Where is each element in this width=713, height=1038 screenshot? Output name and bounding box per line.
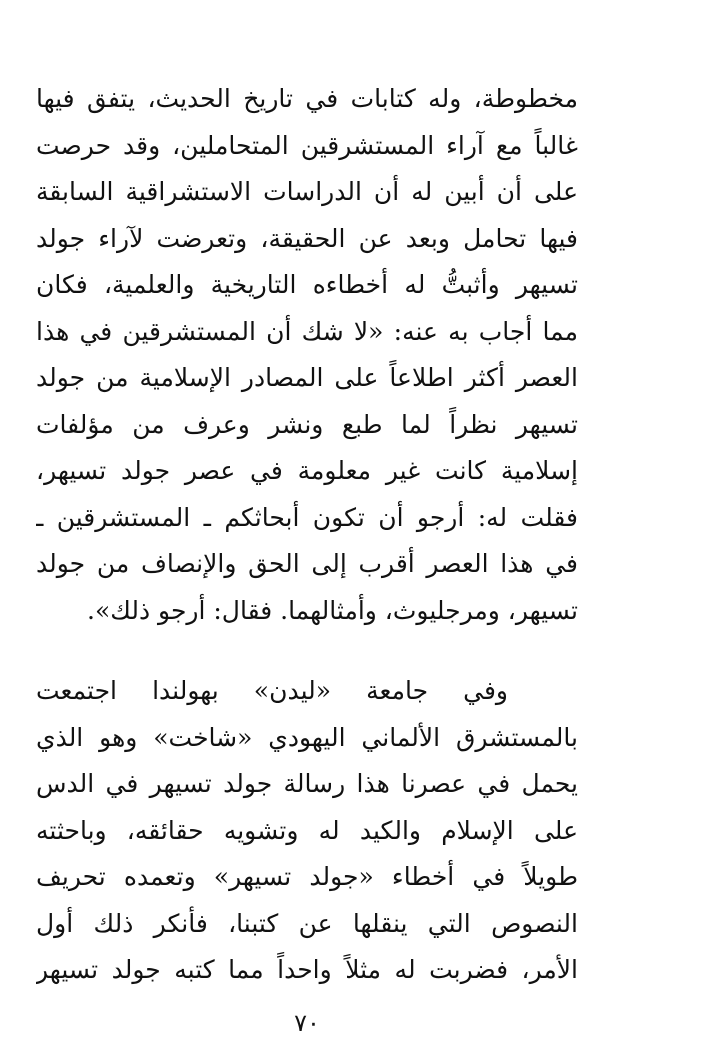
text-line: تسيهر، ومرجليوث، وأمثالهما. فقال: أرجو ذلك». (87, 595, 578, 625)
text-line: النصوص التي ينقلها عن كتبنا، فأنكر ذلك أول (36, 908, 578, 938)
text-line: يحمل في عصرنا هذا رسالة جولد تسيهر في الدس (36, 769, 578, 798)
paragraph-2 (36, 668, 578, 994)
page-number: ٧٠ (294, 1009, 320, 1037)
text-line: بالمستشرق الألماني اليهودي «شاخت» وهو الذي (36, 722, 578, 752)
text-line: إسلامية كانت غير معلومة في عصر جولد تسيهر، (36, 456, 578, 485)
text-line: مما أجاب به عنه: «لا شك أن المستشرقين في هذا (36, 316, 578, 346)
paragraph-1 (36, 76, 578, 634)
text-line: فقلت له: أرجو أن تكون أبحاثكم ـ المستشرقين ـ (36, 502, 578, 532)
text-line: طويلاً في أخطاء «جولد تسيهر» وتعمده تحريف (36, 862, 578, 891)
text-line-indented: وفي جامعة «ليدن» بهولندا اجتمعت (36, 676, 508, 705)
book-page (36, 0, 578, 1036)
text-line: غالباً مع آراء المستشرقين المتحاملين، وقد حرصت (36, 130, 578, 160)
text-line: في هذا العصر أقرب إلى الحق والإنصاف من جولد (36, 549, 578, 578)
text-line: العصر أكثر اطلاعاً على المصادر الإسلامية من جولد (36, 363, 578, 392)
text-line: تسيهر وأثبتُّ له أخطاءه التاريخية والعلمية، فكان (36, 270, 578, 299)
text-line: على الإسلام والكيد له وتشويه حقائقه، وباحثته (36, 815, 578, 845)
text-line: فيها تحامل وبعد عن الحقيقة، وتعرضت لآراء جولد (36, 223, 578, 253)
text-line: مخطوطة، وله كتابات في تاريخ الحديث، يتفق فيها (36, 84, 578, 113)
text-line: تسيهر نظراً لما طبع ونشر وعرف من مؤلفات (36, 409, 578, 439)
text-line: الأمر، فضربت له مثلاً واحداً مما كتبه جولد تسيهر (36, 955, 578, 984)
text-line: على أن أبين له أن الدراسات الاستشراقية السابقة (36, 177, 578, 206)
